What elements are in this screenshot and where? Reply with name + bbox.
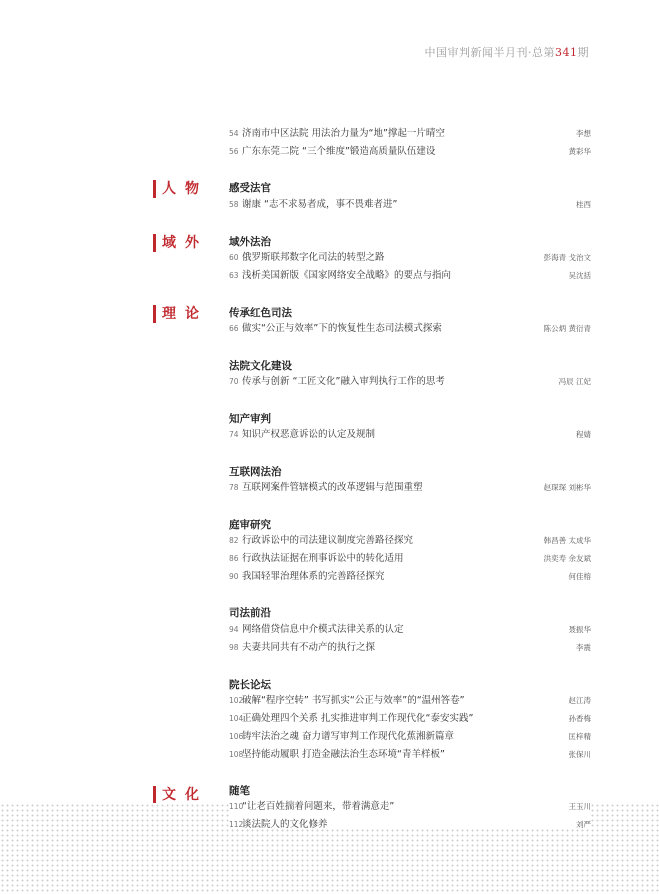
entry-author: 王玉川 (568, 802, 591, 811)
entry-title: 俄罗斯联邦数字化司法的转型之路 (242, 252, 385, 263)
entry-author: 程婧 (576, 430, 591, 439)
entry-author: 赵琛琛 刘彬华 (543, 483, 591, 492)
section-title: 互联网法治 (229, 466, 282, 478)
entry-title: 我国轻罪治理体系的完善路径探究 (242, 571, 385, 582)
toc-entry[interactable] (229, 127, 591, 141)
section-title: 司法前沿 (229, 607, 271, 619)
toc-entry[interactable] (229, 251, 591, 265)
section-title: 随笔 (229, 785, 250, 797)
entry-author: 桂西 (576, 200, 591, 209)
category-people: 人物 (153, 180, 208, 198)
page-number: 82 (229, 536, 239, 545)
entry-author: 陈公炳 黄衍青 (543, 324, 591, 333)
entry-author: 彭海青 戈治文 (543, 253, 591, 262)
entry-title: 破解“程序空转” 书写抓实“公正与效率”的“温州答卷” (242, 695, 465, 706)
entry-title: 正确处理四个关系 扎实推进审判工作现代化“泰安实践” (242, 713, 474, 724)
toc-entry[interactable] (229, 375, 591, 389)
toc-entry[interactable] (229, 534, 591, 548)
entry-author: 黄彩华 (568, 147, 591, 156)
entry-author: 吴沈括 (568, 271, 591, 280)
entry-author: 冯辰 江妃 (558, 377, 591, 386)
page-number: 54 (229, 129, 239, 138)
entry-title: 谈法院人的文化修养 (242, 819, 328, 830)
entry-title: 互联网案件管辖模式的改革逻辑与范围重塑 (242, 482, 423, 493)
category-culture: 文化 (153, 786, 208, 804)
page-number: 78 (229, 483, 239, 492)
page-number: 106 (229, 732, 244, 741)
entry-title: 行政诉讼中的司法建议制度完善路径探究 (242, 535, 414, 546)
entry-title: 传承与创新 “工匠文化”融入审判执行工作的思考 (242, 376, 445, 387)
page-number: 110 (229, 802, 244, 811)
category-theory: 理论 (153, 305, 208, 323)
page-number: 74 (229, 430, 239, 439)
entry-author: 孙香梅 (568, 714, 591, 723)
toc-entry[interactable] (229, 570, 591, 584)
toc-entry[interactable] (229, 641, 591, 655)
section-title: 法院文化建设 (229, 360, 292, 372)
entry-title: 做实“公正与效率”下的恢复性生态司法模式探索 (242, 323, 442, 334)
section-title: 知产审判 (229, 413, 271, 425)
toc-entry[interactable] (229, 481, 591, 495)
toc-entry[interactable] (229, 322, 591, 336)
entry-title: 广东东莞二院 “三个维度”锻造高质量队伍建设 (242, 146, 436, 157)
page-number: 98 (229, 643, 239, 652)
issue-suffix: 期 (577, 46, 589, 59)
journal-name: 中国审判新闻半月刊·总第 (424, 46, 555, 59)
page-number: 70 (229, 377, 239, 386)
entry-author: 李震 (576, 643, 591, 652)
entry-title: 谢康 “志不求易者成，事不畏难者进” (242, 199, 398, 210)
toc-entry[interactable] (229, 730, 591, 744)
toc-entry[interactable] (229, 694, 591, 708)
page-number: 104 (229, 714, 244, 723)
entry-author: 洪奕寿 余友斌 (543, 554, 591, 563)
toc-entry[interactable] (229, 552, 591, 566)
section-title: 域外法治 (229, 236, 271, 248)
toc-entry[interactable] (229, 712, 591, 726)
entry-author: 何佳榕 (568, 572, 591, 581)
page-number: 86 (229, 554, 239, 563)
page-number: 60 (229, 253, 239, 262)
entry-title: 济南市中区法院 用法治力量为“地”撑起一片晴空 (242, 128, 445, 139)
page-number: 63 (229, 271, 239, 280)
section-title: 院长论坛 (229, 679, 271, 691)
toc-entry[interactable] (229, 818, 591, 832)
entry-author: 张保川 (568, 750, 591, 759)
page-number: 108 (229, 750, 244, 759)
page-number: 90 (229, 572, 239, 581)
entry-title: 知识产权恶意诉讼的认定及规制 (242, 429, 376, 440)
toc-entry[interactable] (229, 269, 591, 283)
page-number: 58 (229, 200, 239, 209)
entry-title: “让老百姓揣着问题来，带着满意走” (242, 801, 395, 812)
entry-title: 夫妻共同共有不动产的执行之探 (242, 642, 376, 653)
page-number: 102 (229, 696, 244, 705)
entry-title: 铸牢法治之魂 奋力谱写审判工作现代化蕉湘新篇章 (242, 731, 455, 742)
page-number: 112 (229, 820, 244, 829)
section-title: 感受法官 (229, 182, 271, 194)
toc-entry[interactable] (229, 145, 591, 159)
entry-author: 赵江涛 (568, 696, 591, 705)
toc-entry[interactable] (229, 800, 591, 814)
issue-number: 341 (555, 46, 578, 59)
entry-title: 网络借贷信息中介模式法律关系的认定 (242, 624, 404, 635)
entry-title: 浅析美国新版《国家网络安全战略》的要点与指向 (242, 270, 452, 281)
entry-author: 聂振华 (568, 625, 591, 634)
entry-author: 李想 (576, 129, 591, 138)
entry-author: 韩昌善 太成华 (543, 536, 591, 545)
entry-author: 刘严 (576, 820, 591, 829)
category-domain: 域外 (153, 234, 208, 252)
entry-title: 行政执法证据在刑事诉讼中的转化适用 (242, 553, 404, 564)
section-title: 传承红色司法 (229, 307, 292, 319)
toc-entry[interactable] (229, 428, 591, 442)
journal-header (425, 44, 590, 60)
entry-author: 匡梓精 (568, 732, 591, 741)
toc-entry[interactable] (229, 748, 591, 762)
entry-title: 坚持能动履职 打造金融法治生态环境“青羊样板” (242, 749, 445, 760)
page-number: 56 (229, 147, 239, 156)
toc-entry[interactable] (229, 198, 591, 212)
page-number: 94 (229, 625, 239, 634)
toc-entry[interactable] (229, 623, 591, 637)
section-title: 庭审研究 (229, 519, 271, 531)
page-number: 66 (229, 324, 239, 333)
